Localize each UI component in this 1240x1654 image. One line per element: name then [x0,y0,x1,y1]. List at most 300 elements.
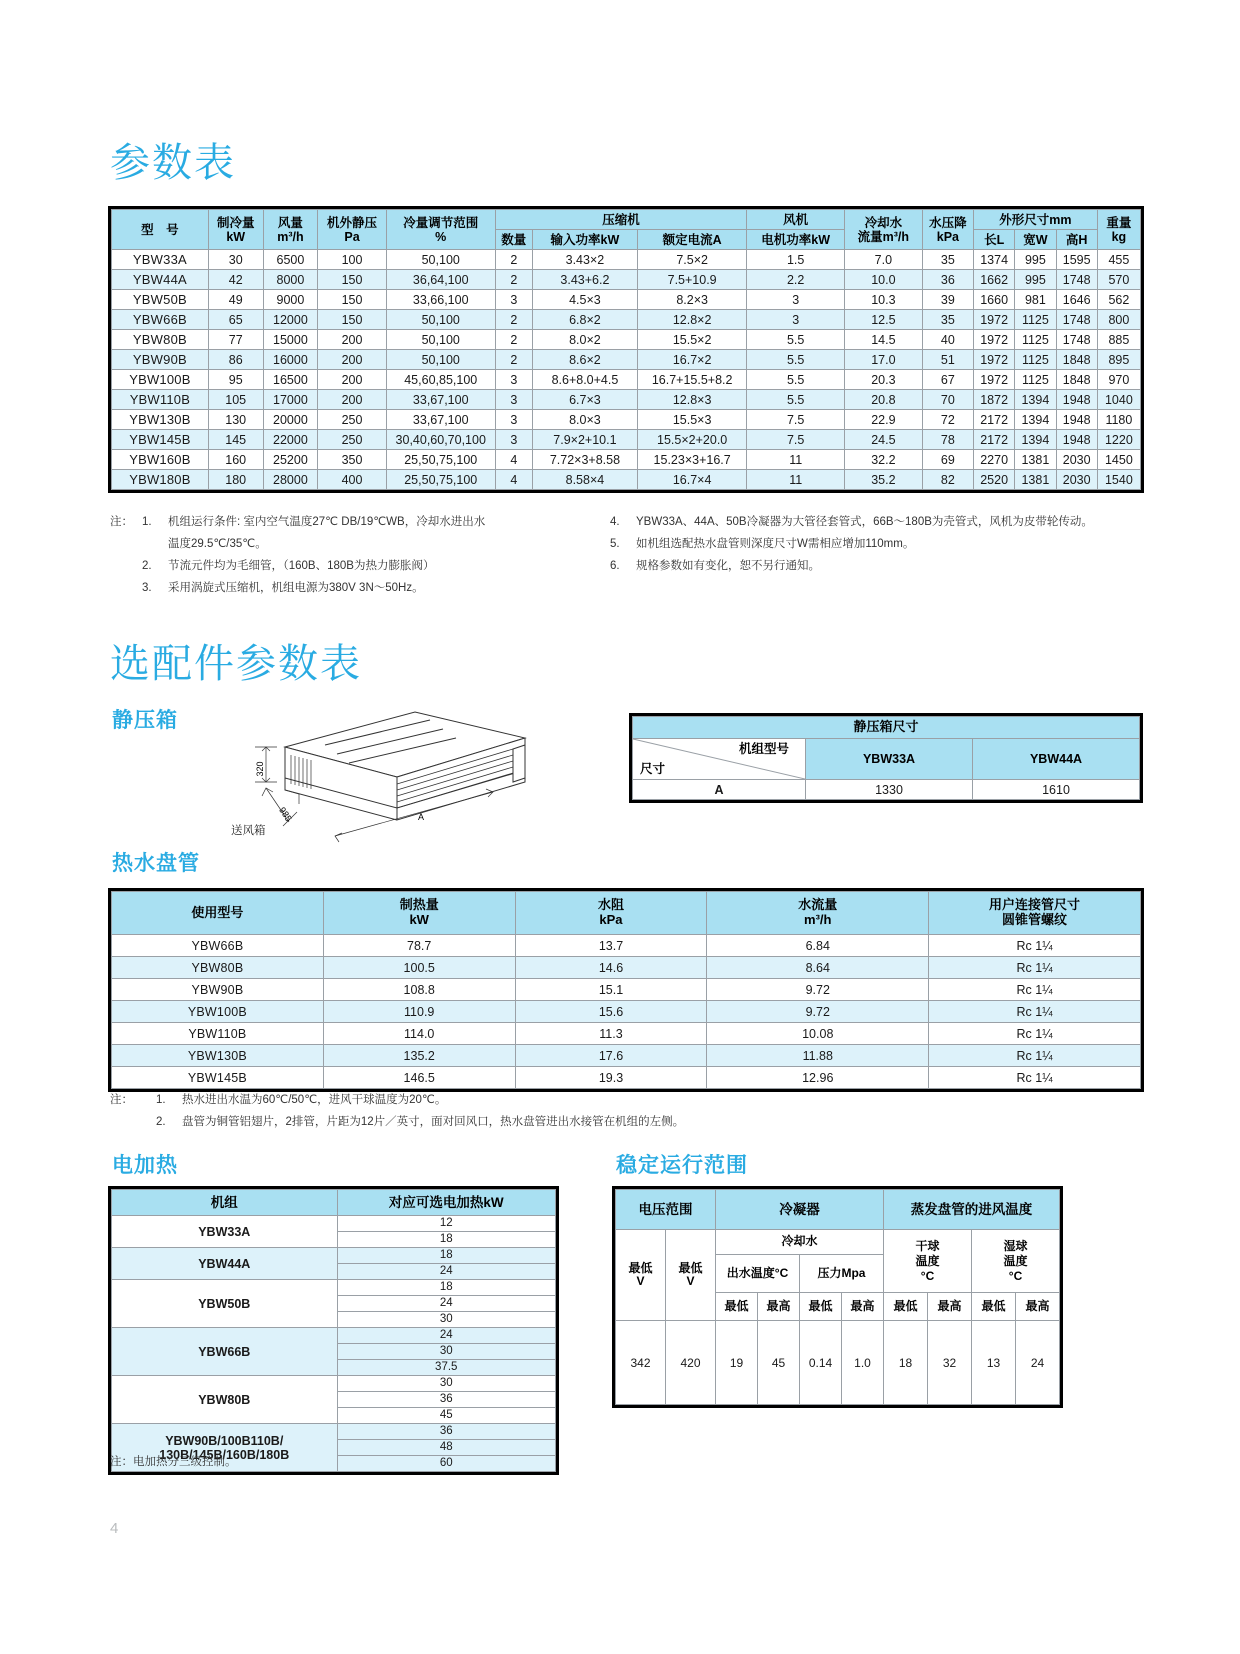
th-cooling-water-label: 冷却水 [864,215,903,230]
cell-cap: 77 [208,330,263,350]
th-water-drop-unit: kPa [936,229,959,244]
cell-air: 6500 [263,250,318,270]
plenum-table-container [629,713,1143,803]
cell-kw: 12 [337,1216,556,1232]
cell-fan: 5.5 [747,330,845,350]
cell-air: 20000 [263,410,318,430]
cell-conn: Rc 1¼ [929,1001,1141,1023]
th-comp-qty: 数量 [495,230,532,250]
th-dry-bulb [884,1230,972,1293]
cell-current: 15.23×3+16.7 [637,450,747,470]
th-dry-bulb-l1: 干球 [915,1238,940,1253]
cell-wt: 970 [1097,370,1140,390]
hot-water-coil-notes [110,1090,1140,1134]
cell-air: 28000 [263,470,318,490]
page-title-optional-accessories: 选配件参数表 [110,642,362,686]
cell-W: 995 [1015,270,1056,290]
cell-air: 9000 [263,290,318,310]
th-water-drop-label: 水压降 [929,215,967,230]
cell-kw: 18 [337,1248,556,1264]
electric-heater-table [111,1189,556,1472]
cell-air: 16500 [263,370,318,390]
th-fan-motor-power: 电机功率kW [747,230,845,250]
cell-cap: 86 [208,350,263,370]
cell-current: 16.7×4 [637,470,747,490]
cell-unit: YBW66B [112,1328,338,1376]
th-comp-rated-current: 额定电流A [637,230,747,250]
cell-wt: 800 [1097,310,1140,330]
cell-kw: 60 [337,1456,556,1472]
eheat-table-body [112,1216,556,1472]
table-row [112,1280,556,1296]
table-row [112,1376,556,1392]
td-water-out-min: 19 [716,1321,758,1405]
th-hwc-res-unit: kPa [599,912,623,927]
cell-cap: 160 [208,450,263,470]
cell-esp: 200 [318,350,387,370]
cell-fan: 5.5 [747,390,845,410]
cell-unit: YBW44A [112,1248,338,1280]
cell-model: YBW145B [112,1067,324,1089]
th-pressure: 压力Mpa [800,1255,884,1293]
cell-flow: 32.2 [844,450,922,470]
plenum-column-header-row [633,739,1140,780]
cell-unit: YBW50B [112,1280,338,1328]
th-voltage-min-1-label: 最低 [628,1260,653,1275]
cell-heat: 114.0 [323,1023,515,1045]
cell-drop: 51 [922,350,973,370]
cell-fan: 5.5 [747,350,845,370]
th-hwc-model: 使用型号 [112,892,324,935]
cell-H: 1848 [1056,370,1097,390]
cell-air: 16000 [263,350,318,370]
td-voltage-max: 420 [666,1321,716,1405]
cell-fan: 7.5 [747,410,845,430]
stable-range-table-container [612,1186,1063,1408]
cell-esp: 150 [318,290,387,310]
table-row [112,410,1141,430]
cell-kw: 45 [337,1408,556,1424]
cell-conn: Rc 1¼ [929,935,1141,957]
cell-res: 11.3 [515,1023,707,1045]
cell-flow: 22.9 [844,410,922,430]
cell-power: 8.58×4 [532,470,637,490]
th-weight [1097,210,1140,250]
cell-current: 16.7×2 [637,350,747,370]
plenum-diagonal-header [633,739,806,780]
cell-W: 1381 [1015,450,1056,470]
cell-drop: 82 [922,470,973,490]
th-wet-bulb-l3: °C [1008,1268,1023,1283]
main-note-1 [142,512,610,556]
th-evap-inlet-air: 蒸发盘管的进风温度 [884,1190,1060,1230]
cell-esp: 150 [318,270,387,290]
hwc-note-2 [156,1112,1140,1134]
main-note-2 [142,556,610,578]
cell-current: 12.8×2 [637,310,747,330]
cell-cap: 30 [208,250,263,270]
table-row [112,935,1141,957]
cell-cap: 42 [208,270,263,290]
cell-flow: 9.72 [707,1001,929,1023]
cell-W: 1394 [1015,410,1056,430]
cell-W: 1394 [1015,390,1056,410]
cell-power: 7.72×3+8.58 [532,450,637,470]
table-row [112,390,1141,410]
notes-label: 注： [110,516,133,528]
plenum-col-ybw44a: YBW44A [973,739,1140,780]
th-esp-unit: Pa [344,229,360,244]
cell-kw: 24 [337,1328,556,1344]
th-pressure-max: 最高 [842,1293,884,1321]
range-header-row-2 [616,1230,1060,1255]
main-note-6-num: 6. [610,559,620,572]
cell-H: 1948 [1056,390,1097,410]
eheat-header-row [112,1190,556,1216]
cell-model: YBW90B [112,979,324,1001]
th-hwc-flow-label: 水流量 [798,897,838,913]
table-row [112,430,1141,450]
main-note-4 [610,512,1145,534]
th-eheat-unit: 机组 [112,1190,338,1216]
cell-W: 1125 [1015,350,1056,370]
cell-kw: 30 [337,1376,556,1392]
table-row [112,250,1141,270]
th-water-out-min: 最低 [716,1293,758,1321]
td-wet-max: 24 [1016,1321,1060,1405]
cell-qty: 3 [495,290,532,310]
cell-qty: 4 [495,450,532,470]
cell-range: 30,40,60,70,100 [386,430,495,450]
main-note-4-num: 4. [610,516,620,528]
cell-heat: 135.2 [323,1045,515,1067]
cell-res: 14.6 [515,957,707,979]
cell-flow: 20.3 [844,370,922,390]
cell-wt: 1180 [1097,410,1140,430]
table-row [112,1067,1141,1089]
th-dry-bulb-l3: °C [920,1268,935,1283]
cell-current: 15.5×3 [637,410,747,430]
cell-flow: 10.3 [844,290,922,310]
cell-W: 995 [1015,250,1056,270]
th-voltage-min-2 [666,1230,716,1321]
cell-kw: 37.5 [337,1360,556,1376]
th-model: 型 号 [112,210,209,250]
cell-conn: Rc 1¼ [929,957,1141,979]
range-table-head [616,1190,1060,1321]
cell-L: 1972 [974,350,1015,370]
th-wet-min: 最低 [972,1293,1016,1321]
cell-heat: 108.8 [323,979,515,1001]
th-hwc-flow [707,892,929,935]
cell-L: 1972 [974,310,1015,330]
cell-range: 50,100 [386,310,495,330]
page-title-parameters: 参数表 [110,141,236,185]
cell-L: 2172 [974,430,1015,450]
cell-model: YBW66B [112,310,209,330]
td-pressure-max: 1.0 [842,1321,884,1405]
cell-H: 1748 [1056,270,1097,290]
plenum-table-body [633,780,1140,800]
td-pressure-min: 0.14 [800,1321,842,1405]
hwc-note-1 [156,1090,1140,1112]
cell-qty: 3 [495,370,532,390]
cell-esp: 150 [318,310,387,330]
main-note-2-text: 节流元件均为毛细管，（160B、180B为热力膨胀阀） [168,559,435,572]
range-header-row-1 [616,1190,1060,1230]
cell-unit: YBW80B [112,1376,338,1424]
cell-flow: 12.5 [844,310,922,330]
electric-heater-note: 注：电加热分三级控制。 [110,1456,237,1468]
cell-esp: 200 [318,390,387,410]
cell-power: 8.0×2 [532,330,637,350]
cell-power: 3.43+6.2 [532,270,637,290]
main-parameter-table-container [108,206,1144,493]
cell-wt: 1540 [1097,470,1140,490]
th-dim-height: 高H [1056,230,1097,250]
cell-fan: 3 [747,310,845,330]
cell-qty: 2 [495,350,532,370]
th-cooling-water-flow: 流量m³/h [857,229,910,244]
th-hwc-heat-label: 制热量 [399,897,439,913]
cell-W: 981 [1015,290,1056,310]
cell-cap: 65 [208,310,263,330]
cell-power: 8.0×3 [532,410,637,430]
plenum-table-title: 静压箱尺寸 [633,717,1140,739]
th-weight-unit: kg [1111,229,1127,244]
cell-conn: Rc 1¼ [929,1023,1141,1045]
cell-air: 25200 [263,450,318,470]
plenum-dim-width: A [417,812,425,822]
table-row [112,1328,556,1344]
cell-conn: Rc 1¼ [929,1067,1141,1089]
cell-drop: 67 [922,370,973,390]
main-table-header-row-1 [112,210,1141,230]
page-number: 4 [110,1520,119,1537]
cell-W: 1125 [1015,330,1056,350]
cell-drop: 39 [922,290,973,310]
cell-model: YBW130B [112,1045,324,1067]
th-water-drop [922,210,973,250]
hot-water-coil-table [111,891,1141,1089]
plenum-dim-height: 320 [255,761,265,777]
cell-H: 1748 [1056,330,1097,350]
cell-wt: 895 [1097,350,1140,370]
th-capacity-range-label: 冷量调节范围 [403,215,479,230]
cell-fan: 11 [747,470,845,490]
cell-L: 2270 [974,450,1015,470]
cell-range: 50,100 [386,350,495,370]
th-hwc-heat-unit: kW [409,912,429,927]
section-title-plenum: 静压箱 [112,709,178,732]
cell-H: 1646 [1056,290,1097,310]
th-compressor-group: 压缩机 [495,210,747,230]
main-note-3-num: 3. [142,581,152,594]
cell-range: 33,67,100 [386,390,495,410]
cell-qty: 3 [495,430,532,450]
cell-power: 3.43×2 [532,250,637,270]
cell-heat: 146.5 [323,1067,515,1089]
cell-L: 2172 [974,410,1015,430]
cell-flow: 6.84 [707,935,929,957]
cell-drop: 78 [922,430,973,450]
cell-model: YBW110B [112,390,209,410]
cell-unit-line2: 130B/145B/160B/180B [159,1447,290,1462]
cell-current: 7.5×2 [637,250,747,270]
cell-range: 45,60,85,100 [386,370,495,390]
table-row [112,470,1141,490]
main-note-1-line1: 机组运行条件: 室内空气温度27℃ DB/19℃WB，冷却水进出水 [168,516,486,528]
cell-wt: 570 [1097,270,1140,290]
cell-current: 16.7+15.5+8.2 [637,370,747,390]
th-hwc-conn-label: 用户连接管尺寸 [989,897,1081,913]
cell-model: YBW50B [112,290,209,310]
cell-flow: 9.72 [707,979,929,1001]
cell-cap: 95 [208,370,263,390]
cell-model: YBW145B [112,430,209,450]
cell-heat: 100.5 [323,957,515,979]
electric-heater-table-container [108,1186,559,1475]
th-dry-bulb-l2: 温度 [915,1253,940,1268]
plenum-dim-depth: 985 [277,805,294,824]
cell-esp: 400 [318,470,387,490]
main-note-6 [610,556,1145,578]
cell-res: 13.7 [515,935,707,957]
cell-model: YBW160B [112,450,209,470]
cell-res: 15.6 [515,1001,707,1023]
td-dry-min: 18 [884,1321,928,1405]
cell-kw: 36 [337,1392,556,1408]
cell-range: 33,66,100 [386,290,495,310]
main-note-5-text: 如机组选配热水盘管则深度尺寸W需相应增加110mm。 [636,537,915,550]
th-weight-label: 重量 [1106,215,1132,230]
th-hwc-flow-unit: m³/h [804,912,832,927]
cell-air: 8000 [263,270,318,290]
th-pressure-min: 最低 [800,1293,842,1321]
th-wet-bulb-l2: 温度 [1003,1253,1028,1268]
cell-qty: 2 [495,330,532,350]
cell-air: 17000 [263,390,318,410]
th-hwc-resistance [515,892,707,935]
table-row [112,1001,1141,1023]
cell-qty: 4 [495,470,532,490]
cell-model: YBW80B [112,330,209,350]
cell-H: 1948 [1056,410,1097,430]
table-row [112,270,1141,290]
cell-model: YBW90B [112,350,209,370]
cell-drop: 72 [922,410,973,430]
cell-flow: 14.5 [844,330,922,350]
cell-model: YBW66B [112,935,324,957]
cell-esp: 250 [318,410,387,430]
cell-H: 2030 [1056,450,1097,470]
plenum-dimension-table [632,716,1140,800]
cell-range: 25,50,75,100 [386,470,495,490]
th-air-volume [263,210,318,250]
cell-unit-line1: YBW90B/100B110B/ [165,1433,284,1448]
cell-fan: 7.5 [747,430,845,450]
th-hwc-res-label: 水阻 [597,897,624,913]
cell-current: 7.5+10.9 [637,270,747,290]
cell-range: 36,64,100 [386,270,495,290]
cell-air: 22000 [263,430,318,450]
main-note-1-text [168,512,610,556]
table-row [112,957,1141,979]
cell-unit: YBW33A [112,1216,338,1248]
main-note-1-num: 1. [142,516,152,528]
cell-kw: 30 [337,1312,556,1328]
hwc-table-body [112,935,1141,1089]
plenum-table-head [633,717,1140,780]
cell-model: YBW33A [112,250,209,270]
th-dim-width: 宽W [1015,230,1056,250]
table-row [112,1045,1141,1067]
cell-wt: 1040 [1097,390,1140,410]
table-row [112,330,1141,350]
hwc-note-2-num: 2. [156,1115,166,1128]
cell-kw: 18 [337,1280,556,1296]
cell-wt: 455 [1097,250,1140,270]
cell-esp: 200 [318,330,387,350]
eheat-table-head [112,1190,556,1216]
cell-air: 15000 [263,330,318,350]
th-capacity-range [386,210,495,250]
cell-kw: 48 [337,1440,556,1456]
cell-L: 2520 [974,470,1015,490]
cell-model: YBW110B [112,1023,324,1045]
cell-fan: 1.5 [747,250,845,270]
cell-res: 15.1 [515,979,707,1001]
cell-qty: 3 [495,410,532,430]
cell-W: 1381 [1015,470,1056,490]
hwc-note-2-text: 盘管为铜管铝翅片，2排管，片距为12片／英寸，面对回风口，热水盘管进出水接管在机组的左侧。 [182,1115,685,1128]
th-wet-max: 最高 [1016,1293,1060,1321]
plenum-drawing [225,700,565,845]
cell-fan: 11 [747,450,845,470]
th-water-out-max: 最高 [758,1293,800,1321]
cell-current: 15.5×2+20.0 [637,430,747,450]
cell-H: 1595 [1056,250,1097,270]
cell-L: 1972 [974,370,1015,390]
cell-res: 17.6 [515,1045,707,1067]
cell-H: 1748 [1056,310,1097,330]
cell-qty: 3 [495,390,532,410]
cell-cap: 130 [208,410,263,430]
th-hwc-heat [323,892,515,935]
cell-wt: 1220 [1097,430,1140,450]
cell-kw: 18 [337,1232,556,1248]
cell-flow: 10.0 [844,270,922,290]
table-row [112,370,1141,390]
cell-flow: 10.08 [707,1023,929,1045]
cell-L: 1660 [974,290,1015,310]
td-water-out-max: 45 [758,1321,800,1405]
section-title-electric-heater: 电加热 [112,1154,178,1177]
plenum-row-label: A [633,780,806,800]
table-row [112,310,1141,330]
cell-esp: 200 [318,370,387,390]
cell-heat: 78.7 [323,935,515,957]
main-note-6-text: 规格参数如有变化，恕不另行通知。 [636,559,820,572]
th-hwc-connection [929,892,1141,935]
hwc-note-1-num: 1. [156,1094,166,1106]
table-row [112,450,1141,470]
cell-cap: 49 [208,290,263,310]
cell-drop: 35 [922,310,973,330]
cell-wt: 562 [1097,290,1140,310]
main-table-head [112,210,1141,250]
cell-current: 8.2×3 [637,290,747,310]
